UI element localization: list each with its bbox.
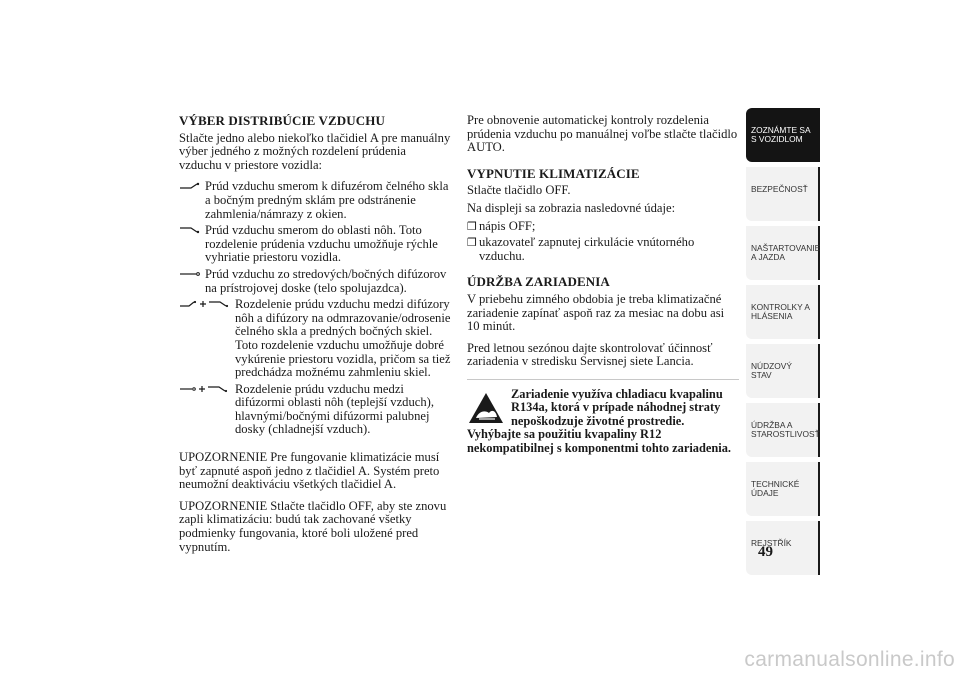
auto-restore-text: Pre obnovenie automatickej kontroly rozdelenia prúdenia vzduchu po manuálnej voľbe stlačte tlačidlo AUTO. <box>467 113 738 155</box>
tab-udrzba[interactable]: ÚDRŽBA A STAROSTLIVOSŤ <box>746 403 820 457</box>
windscreen-airflow-icon <box>179 180 205 221</box>
mode-windscreen-feet <box>179 298 451 380</box>
mode-text: Rozdelenie prúdu vzduchu medzi difúzormi oblasti nôh (teplejší vzduch), hlavnými/bočnými difúzormi palubnej dosky (chladnejší vzduch). <box>235 381 435 437</box>
list-item: ❒ ukazovateľ zapnutej cirkulácie vnútorného vzduchu. <box>467 235 695 263</box>
dashboard-airflow-icon <box>179 268 205 295</box>
dashboard-feet-airflow-icon <box>179 383 235 437</box>
display-info-text: Na displeji sa zobrazia nasledovné údaje: <box>467 200 676 215</box>
mode-text: Prúd vzduchu zo stredových/bočných difúzorov na prístrojovej doske (telo spolujazdca). <box>205 266 447 295</box>
mode-dashboard <box>179 268 451 295</box>
mode-feet <box>179 224 451 265</box>
tab-bezpecnost[interactable]: BEZPEČNOSŤ <box>746 167 820 221</box>
section-heading-maintenance: ÚDRŽBA ZARIADENIA <box>467 274 610 290</box>
tab-zoznamte-sa[interactable]: ZOZNÁMTE SA S VOZIDLOM <box>746 108 820 162</box>
environment-warning-icon <box>467 391 505 425</box>
section-heading-switch-off: VYPNUTIE KLIMATIZÁCIE <box>467 165 640 181</box>
left-column <box>179 114 451 562</box>
checkbox-bullet-icon: ❒ <box>467 236 477 250</box>
list-item: ❒ nápis OFF; <box>467 218 536 233</box>
warning-off-button: UPOZORNENIE Stlačte tlačidlo OFF, aby ste znovu zapli klimatizáciu: budú tak zachované všetky podmienky fungovania, ktoré boli uložené pred vypnutím. <box>179 498 447 554</box>
environment-note-text: Zariadenie využíva chladiacu kvapalinu R134a, ktorá v prípade náhodnej straty nepoškodzuje životné prostredie. Vyhýbajte sa použitiu kvapaliny R12 nekompatibilnej s komponentmi tohto zariadenia. <box>467 386 732 455</box>
tab-rejstrik[interactable]: REJSTŘÍK <box>746 521 820 575</box>
mode-text: Prúd vzduchu smerom k difuzérom čelného skla a bočným predným sklám pre odstránenie zahmlenia/námrazy z okien. <box>205 179 449 221</box>
mode-text: Prúd vzduchu smerom do oblasti nôh. Toto rozdelenie prúdenia vzduchu umožňuje rýchle vyhriatie priestoru vozidla. <box>205 223 438 265</box>
tab-nudzovy-stav[interactable]: NÚDZOVÝ STAV <box>746 344 820 398</box>
mode-windscreen <box>179 180 451 221</box>
mode-dashboard-feet <box>179 383 451 437</box>
tab-kontrolky[interactable]: KONTROLKY A HLÁSENIA <box>746 285 820 339</box>
checkbox-bullet-icon: ❒ <box>467 219 477 233</box>
maintenance-text-summer: Pred letnou sezónou dajte skontrolovať účinnosť zariadenia v stredisku Servisnej siete Lancia. <box>467 340 713 369</box>
page-number: 49 <box>758 544 773 560</box>
section-heading-air-distribution: VÝBER DISTRIBÚCIE VZDUCHU <box>179 113 385 128</box>
warning-buttons-a: UPOZORNENIE Pre fungovanie klimatizácie musí byť zapnuté aspoň jedno z tlačidiel A. Systém preto neumožní deaktiváciu všetkých tlačidiel A. <box>179 450 440 492</box>
footer-watermark: carmanualsonline.info <box>744 648 955 671</box>
chapter-sidebar <box>746 108 820 580</box>
environment-note <box>467 379 739 455</box>
switch-off-instruction: Stlačte tlačidlo OFF. <box>467 183 571 198</box>
feet-airflow-icon <box>179 224 205 265</box>
right-column <box>467 114 739 455</box>
air-distribution-intro: Stlačte jedno alebo niekoľko tlačidiel A pre manuálny výber jedného z možných rozdelení prúdenia vzduchu v priestore vozidla: <box>179 130 451 172</box>
tab-nastartovanie[interactable]: NAŠTARTOVANIE A JAZDA <box>746 226 820 280</box>
mode-text: Rozdelenie prúdu vzduchu medzi difúzory nôh a difúzory na odmrazovanie/odrosenie čelného skla a predných bočných skiel. Toto rozdelenie vzduchu umožňuje dobré vykúrenie priestoru vozidla, pričom sa tiež predchádza možnému zahmleniu skiel. <box>235 297 451 380</box>
windscreen-feet-airflow-icon <box>179 298 235 380</box>
maintenance-text-winter: V priebehu zimného obdobia je treba klimatizačné zariadenie zapínať aspoň raz za mesiac na dobu asi 10 minút. <box>467 291 725 334</box>
tab-technicke-udaje[interactable]: TECHNICKÉ ÚDAJE <box>746 462 820 516</box>
